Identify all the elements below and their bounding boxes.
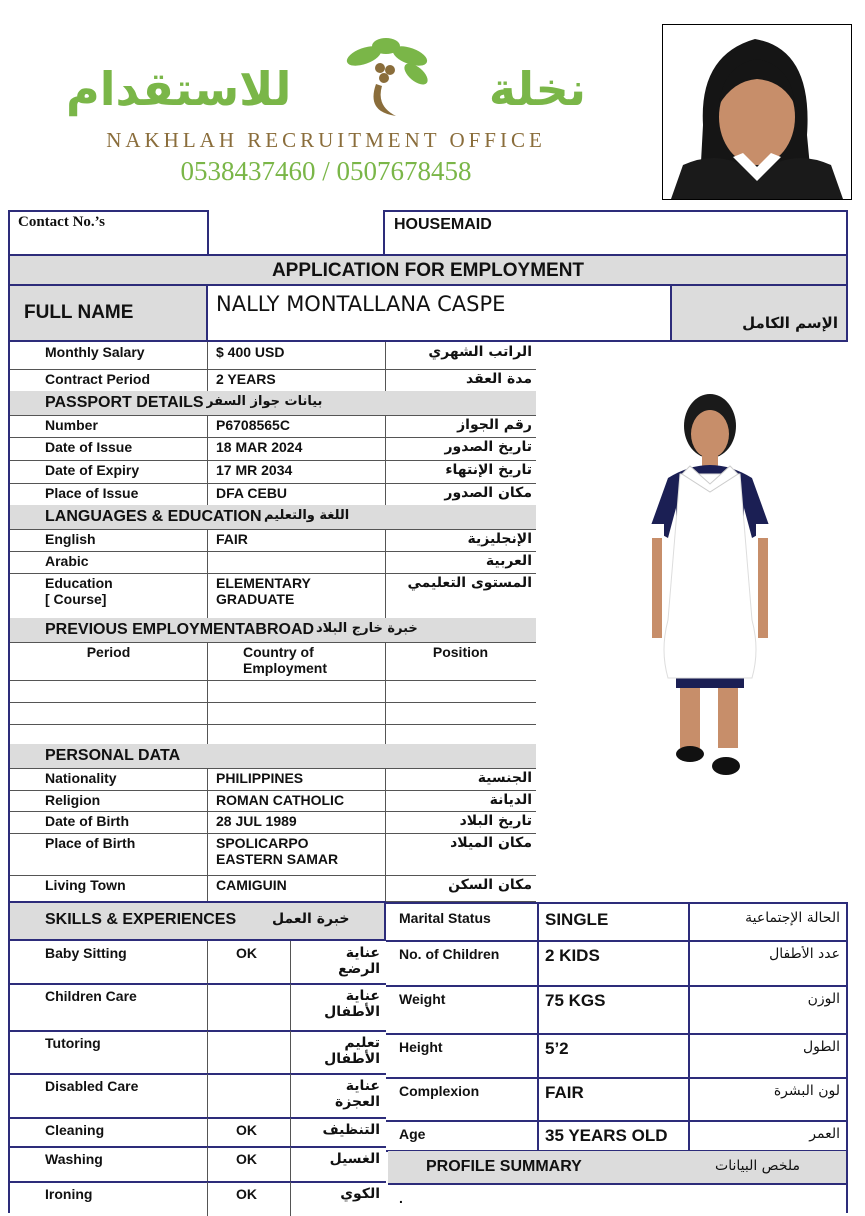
col-divider <box>207 724 208 744</box>
col-divider <box>207 941 208 984</box>
row-divider <box>10 833 536 834</box>
frame-line <box>537 1120 539 1150</box>
full-name-cell <box>208 286 670 342</box>
status-value: 5’2 <box>545 1039 569 1058</box>
field-value: PHILIPPINES <box>216 770 304 786</box>
col-divider <box>207 1074 208 1118</box>
col-divider <box>207 342 208 369</box>
col-divider <box>207 1147 208 1182</box>
field-value: 18 MAR 2024 <box>216 439 303 455</box>
frame-line <box>688 985 690 1033</box>
col-divider <box>207 529 208 551</box>
frame-line <box>537 985 539 1033</box>
row-divider <box>8 1146 386 1148</box>
page-title: APPLICATION FOR EMPLOYMENT <box>271 260 585 281</box>
frame-line <box>386 940 848 942</box>
status-value: 75 KGS <box>545 991 606 1010</box>
col-divider <box>385 437 386 460</box>
col-divider <box>207 460 208 483</box>
frame-line <box>383 210 848 212</box>
col-divider <box>385 875 386 901</box>
field-label-ar: تاريخ البلاد <box>459 813 532 829</box>
full-name-label: FULL NAME <box>24 302 134 323</box>
status-label: No. of Children <box>399 946 500 962</box>
row-divider <box>10 680 536 681</box>
frame-line <box>846 1151 848 1213</box>
row-divider <box>10 875 536 876</box>
full-name-ar-cell <box>672 286 846 342</box>
col-divider <box>207 369 208 391</box>
status-label-ar: الوزن <box>807 991 840 1007</box>
profile-title: PROFILE SUMMARY <box>426 1158 582 1175</box>
status-label-ar: الطول <box>802 1039 840 1055</box>
frame-line <box>207 210 209 254</box>
field-value <box>216 553 381 573</box>
col-divider <box>385 529 386 551</box>
frame-line <box>8 210 208 212</box>
status-label: Marital Status <box>399 910 491 926</box>
col-divider <box>385 680 386 702</box>
full-name-ar: الإسم الكامل <box>742 314 838 332</box>
col-divider <box>290 984 291 1031</box>
skill-value: OK <box>236 1122 257 1138</box>
col-divider <box>385 483 386 505</box>
row-divider <box>8 983 386 985</box>
field-label: Place of Birth <box>45 835 136 851</box>
col-divider <box>207 1031 208 1074</box>
frame-line <box>537 940 539 985</box>
title-bar <box>10 254 846 286</box>
field-label-ar: المستوى التعليمي <box>407 575 532 591</box>
frame-line <box>537 904 539 940</box>
col-divider <box>385 460 386 483</box>
profile-title-ar: ملخص البيانات <box>715 1158 800 1174</box>
field-label-ar: مدة العقد <box>465 371 532 387</box>
col-divider <box>207 642 208 680</box>
col-divider <box>385 642 386 680</box>
status-value: SINGLE <box>545 910 609 929</box>
field-label: Number <box>45 417 98 433</box>
field-value: 17 MR 2034 <box>216 462 293 478</box>
col-divider <box>207 768 208 790</box>
col-divider <box>385 573 386 618</box>
frame-left <box>8 210 10 1213</box>
frame-line <box>8 939 386 941</box>
skill-label: Tutoring <box>45 1035 101 1051</box>
frame-line <box>688 904 690 940</box>
row-divider <box>10 529 536 530</box>
row-divider <box>8 1117 386 1119</box>
skill-value: OK <box>236 1186 257 1202</box>
frame-line <box>386 1033 848 1035</box>
logo-arabic-right: نخلة <box>488 62 586 116</box>
col-divider <box>207 1182 208 1216</box>
field-value: 2 YEARS <box>216 371 276 387</box>
field-label: Education [ Course] <box>45 575 113 607</box>
skills-title: SKILLS & EXPERIENCES <box>45 911 237 928</box>
frame-line <box>384 901 386 939</box>
col-divider <box>207 551 208 573</box>
row-divider <box>10 642 536 643</box>
section-title: LANGUAGES & EDUCATION <box>45 508 262 525</box>
skill-label: Children Care <box>45 988 137 1004</box>
col-divider <box>207 483 208 505</box>
col-divider <box>385 702 386 724</box>
frame-line <box>846 1120 848 1150</box>
field-label: Living Town <box>45 877 126 893</box>
section-title: PERSONAL DATA <box>45 747 181 764</box>
position-applied: HOUSEMAID <box>394 216 492 233</box>
status-value: FAIR <box>545 1083 584 1102</box>
status-label: Height <box>399 1039 443 1055</box>
row-divider <box>10 573 536 574</box>
field-value: ROMAN CATHOLIC <box>216 792 345 808</box>
status-label: Complexion <box>399 1083 480 1099</box>
frame-line <box>688 1033 690 1077</box>
frame-line <box>8 340 848 342</box>
skill-label: Washing <box>45 1151 103 1167</box>
row-divider <box>8 1030 386 1032</box>
field-label: Arabic <box>45 553 89 569</box>
full-name: NALLY MONTALLANA CASPE <box>216 292 506 316</box>
row-divider <box>10 724 536 725</box>
col-divider <box>207 833 208 875</box>
row-divider <box>10 702 536 703</box>
row-divider <box>8 1073 386 1075</box>
section-title-ar: خبرة خارج البلاد <box>316 621 418 636</box>
logo-arabic <box>66 62 586 122</box>
frame-line <box>537 1077 539 1120</box>
status-value: 35 YEARS OLD <box>545 1126 668 1145</box>
field-label: Date of Expiry <box>45 462 140 478</box>
field-label: Date of Birth <box>45 813 129 829</box>
col-divider <box>207 415 208 437</box>
row-divider <box>10 369 536 370</box>
status-label-ar: لون البشرة <box>773 1083 840 1099</box>
col-divider <box>385 415 386 437</box>
skill-value: OK <box>236 1151 257 1167</box>
row-divider <box>10 483 536 484</box>
row-divider <box>10 768 536 769</box>
section-title: PASSPORT DETAILS <box>45 394 204 411</box>
field-value: ELEMENTARY GRADUATE <box>216 575 311 607</box>
col-divider <box>207 573 208 618</box>
col-divider <box>207 984 208 1031</box>
field-label: English <box>45 531 96 547</box>
row-divider <box>10 811 536 812</box>
col-divider <box>385 790 386 811</box>
field-label-ar: رقم الجواز <box>457 417 532 433</box>
section-title-ar: بيانات جواز السفر <box>206 394 323 409</box>
col-divider <box>207 680 208 702</box>
col-position: Position <box>432 644 489 660</box>
profile-text: . <box>399 1190 403 1206</box>
field-label-ar: مكان الميلاد <box>450 835 532 851</box>
row-divider <box>10 551 536 552</box>
row-divider <box>10 415 536 416</box>
frame-line <box>386 1077 848 1079</box>
col-divider <box>207 790 208 811</box>
col-divider <box>385 768 386 790</box>
passport-photo <box>662 24 852 200</box>
field-label: Nationality <box>45 770 117 786</box>
frame-line <box>688 940 690 985</box>
field-label-ar: تاريخ الصدور <box>444 439 532 455</box>
frame-line <box>688 1077 690 1120</box>
field-value: DFA CEBU <box>216 485 288 501</box>
frame-line <box>846 1033 848 1077</box>
field-value: $ 400 USD <box>216 344 285 360</box>
field-label: Place of Issue <box>45 485 139 501</box>
status-label-ar: العمر <box>809 1126 840 1142</box>
col-period: Period <box>86 644 131 660</box>
row-divider <box>8 1181 386 1183</box>
field-label-ar: الراتب الشهري <box>428 344 532 360</box>
office-name: NAKHLAH RECRUITMENT OFFICE <box>106 128 546 152</box>
field-value: P6708565C <box>216 417 290 433</box>
col-divider <box>290 1118 291 1147</box>
field-value: CAMIGUIN <box>216 877 287 893</box>
skill-label: Ironing <box>45 1186 93 1202</box>
skill-label-ar: الكوي <box>340 1186 380 1202</box>
field-label-ar: الإنجليزية <box>467 531 532 547</box>
col-divider <box>290 1182 291 1216</box>
logo-arabic-left: للاستقدام <box>66 62 292 116</box>
frame-line <box>846 1077 848 1120</box>
col-divider <box>290 1031 291 1074</box>
field-label-ar: الجنسية <box>477 770 532 786</box>
skill-label-ar: عناية العجزة <box>334 1078 380 1110</box>
frame-line <box>386 1120 848 1122</box>
skill-label-ar: تعليم الأطفال <box>324 1035 380 1067</box>
frame-right <box>846 210 848 342</box>
field-label-ar: تاريخ الإنتهاء <box>445 462 532 478</box>
frame-line <box>388 1183 848 1185</box>
row-divider <box>10 460 536 461</box>
skill-label-ar: عناية الرضع <box>338 945 380 977</box>
col-divider <box>290 941 291 984</box>
skill-label: Cleaning <box>45 1122 105 1138</box>
full-name-label-cell <box>10 286 206 342</box>
frame-line <box>846 985 848 1033</box>
section-title-ar: اللغة والتعليم <box>264 508 350 523</box>
field-label: Religion <box>45 792 101 808</box>
field-label: Date of Issue <box>45 439 133 455</box>
status-label: Age <box>399 1126 426 1142</box>
col-divider <box>207 437 208 460</box>
frame-line <box>383 210 385 254</box>
frame-line <box>846 940 848 985</box>
field-value: SPOLICARPO EASTERN SAMAR <box>216 835 339 867</box>
skill-label: Baby Sitting <box>45 945 127 961</box>
field-label: Monthly Salary <box>45 344 145 360</box>
section-title: PREVIOUS EMPLOYMENTABROAD <box>45 621 315 638</box>
col-divider <box>385 369 386 391</box>
skill-label: Disabled Care <box>45 1078 139 1094</box>
skills-title-ar: خبرة العمل <box>272 911 350 927</box>
skill-label-ar: عناية الأطفال <box>324 988 380 1020</box>
col-divider <box>207 702 208 724</box>
col-divider <box>207 1118 208 1147</box>
col-divider <box>385 811 386 833</box>
office-phones: 0538437460 / 0507678458 <box>180 156 472 186</box>
frame-line <box>688 1120 690 1150</box>
col-divider <box>385 342 386 369</box>
col-divider <box>385 833 386 875</box>
status-label-ar: عدد الأطفال <box>769 946 840 962</box>
status-value: 2 KIDS <box>545 946 600 965</box>
field-label-ar: العربية <box>485 553 532 569</box>
skill-label-ar: التنظيف <box>322 1122 380 1138</box>
skill-label-ar: الغسيل <box>329 1151 380 1167</box>
status-label-ar: الحالة الإجتماعية <box>745 910 840 926</box>
field-value: FAIR <box>216 531 248 547</box>
col-divider <box>290 1074 291 1118</box>
col-country: Country of Employment <box>243 644 328 676</box>
row-divider <box>10 790 536 791</box>
col-divider <box>290 1147 291 1182</box>
frame-line <box>846 904 848 940</box>
field-label: Contract Period <box>45 371 151 387</box>
field-label-ar: مكان السكن <box>448 877 532 893</box>
row-divider <box>10 437 536 438</box>
status-label: Weight <box>399 991 446 1007</box>
col-divider <box>207 811 208 833</box>
field-value: 28 JUL 1989 <box>216 813 297 829</box>
frame-line <box>386 985 848 987</box>
frame-line <box>386 902 848 904</box>
frame-line <box>537 1033 539 1077</box>
full-body-photo <box>640 388 780 780</box>
col-divider <box>207 875 208 901</box>
contact-label: Contact No.’s <box>18 214 105 230</box>
skill-value: OK <box>236 945 257 961</box>
field-label-ar: الديانة <box>489 792 532 808</box>
field-label-ar: مكان الصدور <box>444 485 532 501</box>
col-divider <box>385 724 386 744</box>
col-divider <box>385 551 386 573</box>
